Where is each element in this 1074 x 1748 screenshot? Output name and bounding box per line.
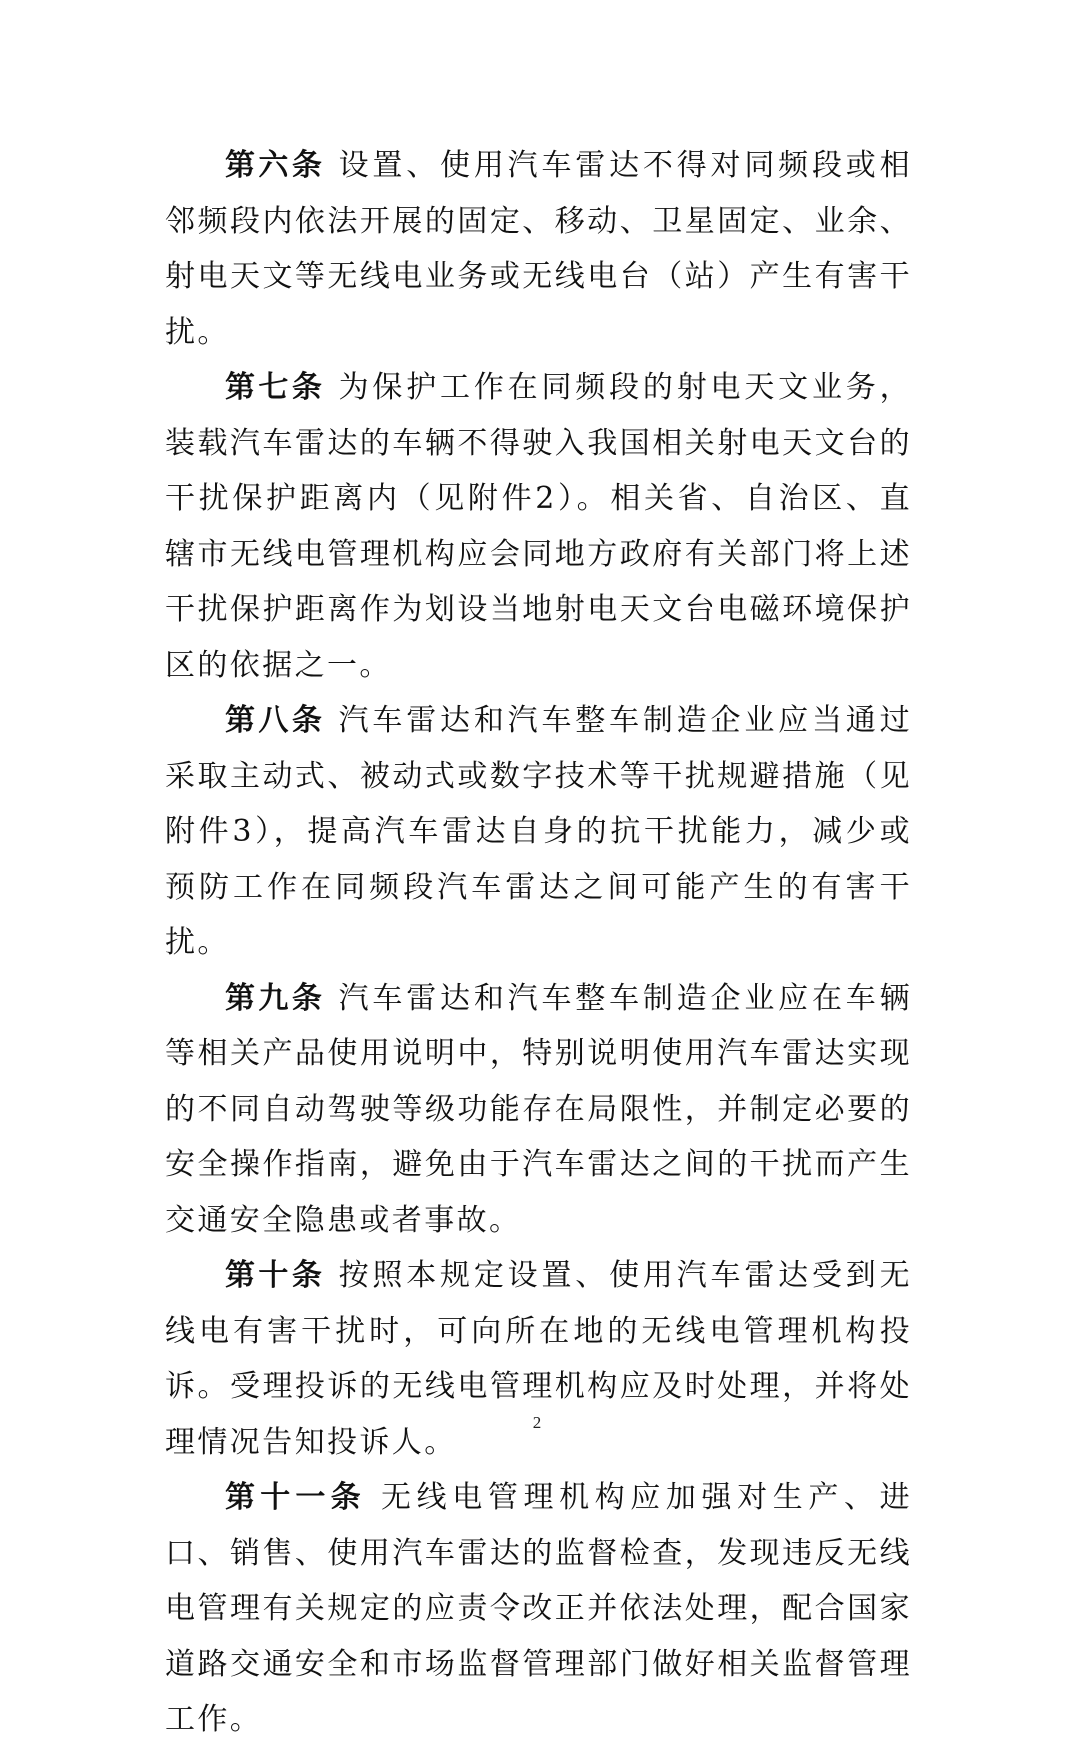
article-9-number: 第九条 <box>225 980 326 1016</box>
page-number: 2 <box>532 1413 542 1432</box>
article-10-paragraph <box>165 1248 912 1470</box>
body-text <box>165 138 912 1748</box>
article-10-text: 按照本规定设置、使用汽车雷达受到无线电有害干扰时，可向所在地的无线电管理机构投诉。受理投诉的无线电管理机构应及时处理，并将处理情况告知投诉人。 <box>165 1258 913 1460</box>
article-6-text: 设置、使用汽车雷达不得对同频段或相邻频段内依法开展的固定、移动、卫星固定、业余、射电天文等无线电业务或无线电台（站）产生有害干扰。 <box>165 148 913 350</box>
article-7-text: 为保护工作在同频段的射电天文业务，装载汽车雷达的车辆不得驶入我国相关射电天文台的干扰保护距离内（见附件2）。相关省、自治区、直辖市无线电管理机构应会同地方政府有关部门将上述干扰保护距离作为划设当地射电天文台电磁环境保护区的依据之一。 <box>165 370 913 683</box>
article-7-number: 第七条 <box>225 370 326 405</box>
article-6-number: 第六条 <box>225 148 326 183</box>
article-11-text: 无线电管理机构应加强对生产、进口、销售、使用汽车雷达的监督检查，发现违反无线电管理有关规定的应责令改正并依法处理，配合国家道路交通安全和市场监督管理部门做好相关监督管理工作。 <box>165 1480 913 1737</box>
article-11-number: 第十一条 <box>225 1480 366 1515</box>
article-7-paragraph <box>165 360 912 693</box>
article-8-number: 第八条 <box>225 703 326 738</box>
article-9-paragraph <box>165 971 912 1249</box>
article-6-paragraph <box>165 138 912 360</box>
article-9-text: 汽车雷达和汽车整车制造企业应在车辆等相关产品使用说明中，特别说明使用汽车雷达实现的不同自动驾驶等级功能存在局限性，并制定必要的安全操作指南，避免由于汽车雷达之间的干扰而产生交通安全隐患或者事故。 <box>165 980 913 1238</box>
article-8-text: 汽车雷达和汽车整车制造企业应当通过采取主动式、被动式或数字技术等干扰规避措施（见附件3），提高汽车雷达自身的抗干扰能力，减少或预防工作在同频段汽车雷达之间可能产生的有害干扰。 <box>165 703 913 960</box>
article-11-paragraph <box>165 1470 912 1748</box>
article-10-number: 第十条 <box>225 1258 326 1293</box>
article-8-paragraph <box>165 693 912 971</box>
